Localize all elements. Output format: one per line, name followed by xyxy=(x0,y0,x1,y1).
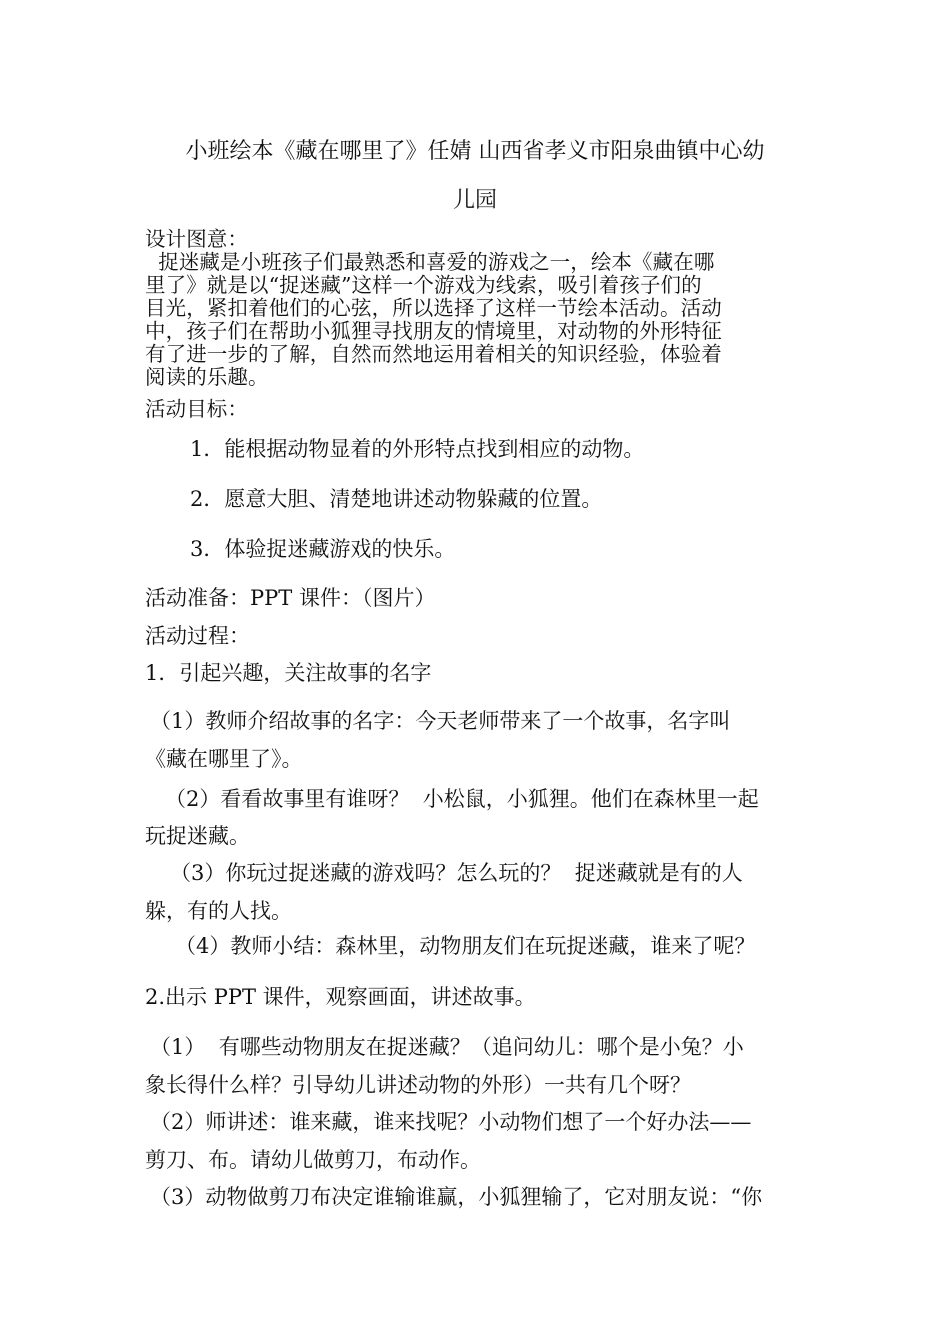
design-line-1: 捉迷藏是小班孩子们最熟悉和喜爱的游戏之一，绘本《藏在哪 xyxy=(145,250,715,274)
step1-line-4: 玩捉迷藏。 xyxy=(145,824,250,848)
step1-line-2: 《藏在哪里了》。 xyxy=(145,747,303,771)
step2-line-4: 剪刀、布。请幼儿做剪刀，布动作。 xyxy=(145,1148,481,1172)
step1-line-1: （1）教师介绍故事的名字：今天老师带来了一个故事，名字叫 xyxy=(150,709,731,733)
goals-heading: 活动目标： xyxy=(145,397,248,421)
goal-item-1: 1．能根据动物显着的外形特点找到相应的动物。 xyxy=(190,437,645,461)
step2-line-3: （2）师讲述：谁来藏，谁来找呢？小动物们想了一个好办法—— xyxy=(150,1110,752,1134)
title-line-1: 小班绘本《藏在哪里了》任婧 山西省孝义市阳泉曲镇中心幼 xyxy=(185,139,765,164)
design-line-2: 里了》就是以“捉迷藏”这样一个游戏为线索，吸引着孩子们的 xyxy=(145,273,702,297)
design-line-3: 目光，紧扣着他们的心弦，所以选择了这样一节绘本活动。活动 xyxy=(145,296,722,320)
design-line-4: 中，孩子们在帮助小狐狸寻找朋友的情境里，对动物的外形特征 xyxy=(145,319,722,343)
design-heading: 设计图意： xyxy=(145,227,248,251)
goal-item-2: 2．愿意大胆、清楚地讲述动物躲藏的位置。 xyxy=(190,487,603,511)
step1-heading: 1．引起兴趣，关注故事的名字 xyxy=(145,661,432,685)
goal-item-3: 3．体验捉迷藏游戏的快乐。 xyxy=(190,537,456,561)
step2-line-1: （1） 有哪些动物朋友在捉迷藏？（追问幼儿：哪个是小兔？小 xyxy=(150,1035,744,1059)
design-line-5: 有了进一步的了解，自然而然地运用着相关的知识经验，体验着 xyxy=(145,342,722,366)
step2-line-5: （3）动物做剪刀布决定谁输谁赢，小狐狸输了，它对朋友说：“你 xyxy=(150,1185,763,1209)
activity-prep: 活动准备：PPT 课件：（图片） xyxy=(145,586,436,610)
step2-heading: 2.出示 PPT 课件，观察画面，讲述故事。 xyxy=(145,985,536,1009)
design-line-6: 阅读的乐趣。 xyxy=(145,365,269,389)
step1-line-6: 躲，有的人找。 xyxy=(145,899,292,923)
step1-line-7: （4）教师小结：森林里，动物朋友们在玩捉迷藏，谁来了呢？ xyxy=(175,934,756,958)
title-line-2: 儿园 xyxy=(452,188,497,213)
step1-line-5: （3）你玩过捉迷藏的游戏吗？怎么玩的？ 捉迷藏就是有的人 xyxy=(170,861,743,885)
process-heading: 活动过程： xyxy=(145,624,250,648)
step1-line-3: （2）看看故事里有谁呀？ 小松鼠，小狐狸。他们在森林里一起 xyxy=(165,787,759,811)
step2-line-2: 象长得什么样？引导幼儿讲述动物的外形）一共有几个呀？ xyxy=(145,1073,691,1097)
